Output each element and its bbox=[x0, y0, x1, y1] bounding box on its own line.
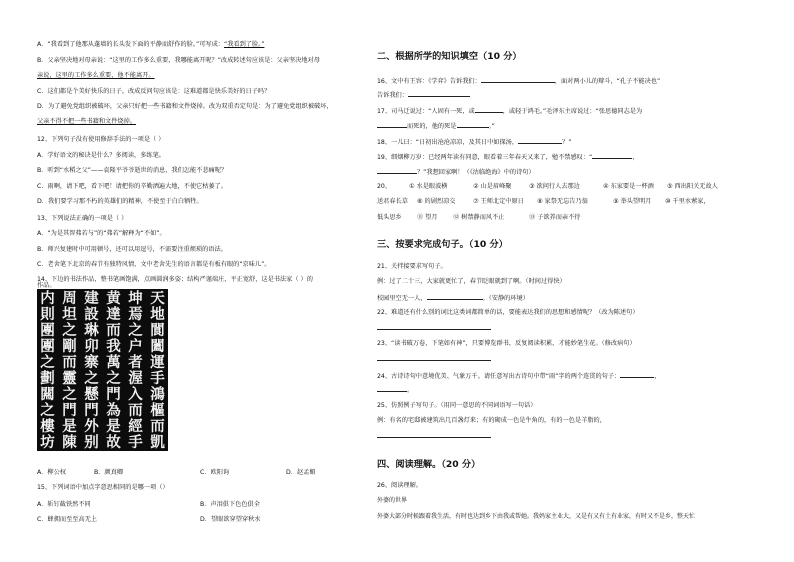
calligraphy-character: 而 bbox=[150, 418, 165, 435]
section-2-heading: 二、根据所学的知识填空（10 分） bbox=[377, 51, 522, 62]
question-line: A．学好语文的秘诀是什么？多阅读，多练笔。 bbox=[37, 152, 165, 159]
question-line: 亲说，这里的工作多么重要，他不能离开。 bbox=[37, 72, 155, 79]
calligraphy-character: 故 bbox=[106, 434, 121, 451]
question-line: D．为了避免党组织被破坏，父亲只好把一些书籍和文件烧掉。改为双重否定句是：为了避免党组织被破坏， bbox=[37, 103, 333, 110]
calligraphy-character: 渥 bbox=[128, 370, 143, 387]
calligraphy-column bbox=[39, 291, 56, 449]
question-line: A．“为是其智弗若与”的“弗若”解释为“不如”。 bbox=[37, 230, 166, 237]
poem-option: ③ 欲问行人去那边 bbox=[529, 183, 580, 190]
calligraphy-character: 之 bbox=[106, 370, 121, 387]
calligraphy-character: 别 bbox=[84, 434, 99, 451]
calligraphy-character: 樞 bbox=[150, 402, 165, 419]
poem-option: ⑨ 举头望明月 bbox=[613, 198, 652, 205]
calligraphy-character: 是 bbox=[62, 418, 77, 435]
question-21-task: 校园里空无一人， 。（安静的环境） bbox=[377, 295, 529, 302]
calligraphy-column bbox=[105, 291, 122, 449]
calligraphy-character: 門 bbox=[62, 402, 77, 419]
calligraphy-character: 是 bbox=[106, 418, 121, 435]
calligraphy-character: 天 bbox=[150, 290, 165, 307]
question-line: A．斩钉截铁然不同 bbox=[37, 501, 91, 508]
poem-option: ⑦ 王师北定中原日 bbox=[473, 198, 524, 205]
calligraphy-character: 門 bbox=[106, 386, 121, 403]
question-line: 作品。 bbox=[37, 282, 56, 289]
calligraphy-character: 懸 bbox=[84, 386, 99, 403]
section-3-heading: 三、按要求完成句子。（10 分） bbox=[377, 239, 508, 250]
question-line: B．父亲坚决地对母亲说：“这里的工作多么重要，我哪能离开呢？”改成转述句应该是：父亲坚决地对母 bbox=[37, 57, 320, 64]
question-line: C．雨啊，请下吧，看下吧！请把你的辛勤洒遍大地，不使它枯萎了。 bbox=[37, 183, 227, 190]
calligraphy-character: 者 bbox=[128, 354, 143, 371]
question-line: B．师兴复建时中可用顿号，还可以用逗号，不需要注重烦琐的语法。 bbox=[37, 246, 227, 253]
calligraphy-character: 剛 bbox=[62, 338, 77, 355]
answer-line-22 bbox=[377, 323, 491, 332]
calligraphy-character: 而 bbox=[128, 402, 143, 419]
essay-title: 外婆的世界 bbox=[377, 497, 408, 504]
calligraphy-character: 鴻 bbox=[150, 386, 165, 403]
question-18: 18、一儿曰：“日初出沧沧凉凉，及其日中如探汤， ？” bbox=[377, 139, 572, 146]
calligraphy-character: 之 bbox=[40, 354, 55, 371]
calligraphy-artwork bbox=[37, 289, 168, 451]
calligraphy-character: 之 bbox=[62, 322, 77, 339]
question-line: D．我们要学习那不朽的英雄们的精神，不使至于白白牺牲。 bbox=[37, 198, 203, 205]
calligraphy-character: 手 bbox=[128, 434, 143, 451]
calligraphy-character: 坤 bbox=[128, 290, 143, 307]
question-22: 22、难道还有什么别的词比这类词都简单的话，要能表达我们的思想和感情呢？（改为陈述句） bbox=[377, 309, 639, 316]
question-line: 12、下列句子没有使用修辞手法的一项是（ ） bbox=[37, 136, 165, 143]
calligraphy-character: 而 bbox=[106, 322, 121, 339]
question-line: 父亲不得不把一些书籍和文件烧掉。 bbox=[37, 118, 136, 125]
calligraphy-character: 户 bbox=[128, 338, 143, 355]
calligraphy-character: 凱 bbox=[150, 434, 165, 451]
section-4-heading: 四、阅读理解。（20 分） bbox=[377, 459, 481, 470]
question-26: 26、阅读理解。 bbox=[377, 482, 422, 489]
question-line: 14、下边的书法作品，整书笔画饱满，点画圆润多姿；结构严谨端庄，平正宽舒，这是书法家（ ）的 bbox=[37, 276, 313, 283]
calligraphy-character: 運 bbox=[150, 354, 165, 371]
calligraphy-column bbox=[61, 291, 78, 449]
poem-option: ① 水是眼波横 bbox=[409, 183, 448, 190]
question-19-line-2: ？”我想回家啊！（《沽临绝海》中的诗句） bbox=[377, 167, 535, 176]
poem-option: ⑧ 家祭无忘告乃翁 bbox=[537, 198, 588, 205]
question-21: 21、关拌接要求写句子。 bbox=[377, 263, 447, 270]
calligraphy-character: 地 bbox=[150, 306, 165, 323]
calligraphy-character: 閬 bbox=[150, 322, 165, 339]
poem-option: ④ 东家要是一杯酒 bbox=[603, 183, 654, 190]
poem-option: 送君春长草 bbox=[377, 198, 408, 205]
essay-line: 外婆大部分时候跟着我生活，有时也达到乡下由我或帮她。我妈家主业大，又是有又有土有业家，有时又不是乡，整天忙 bbox=[377, 513, 696, 520]
calligraphy-character: 則 bbox=[40, 306, 55, 323]
question-25: 25、仿照例子写句子。（用同一意思的不同词语写一句话） bbox=[377, 402, 537, 409]
question-line: A．柳公权 bbox=[37, 469, 66, 476]
calligraphy-character: 闔 bbox=[150, 338, 165, 355]
answer-line-24: 。 bbox=[377, 385, 413, 394]
answer-line-23 bbox=[377, 354, 491, 363]
question-17: 17、司马迁说过：“人固有一死，或 ，或轻于鸿毛。”毛泽东主席说过：“张思德同志是为 bbox=[377, 108, 643, 115]
question-line: C．老舍笔下北京的春节有独特风情，文中老舍先生的语言都是有板有眼的“京味儿”。 bbox=[37, 261, 271, 268]
calligraphy-character: 之 bbox=[128, 322, 143, 339]
calligraphy-character: 坊 bbox=[40, 434, 55, 451]
calligraphy-column bbox=[83, 291, 100, 449]
question-line: C．这们都是个美好快乐的日子。改成反问句应该是：这难道都是快乐美好的日子吗？ bbox=[37, 88, 271, 95]
answer-option: D．赵孟頫 bbox=[286, 469, 316, 476]
poem-option: ② 山是眉峰聚 bbox=[473, 183, 512, 190]
calligraphy-character: 劃 bbox=[40, 370, 55, 387]
question-21-example: 例：过了二十三，大家就更忙了，春节眨眼就到了啊。（时间过得快） bbox=[377, 278, 566, 285]
answer-option: B．声泪俱下色色俱全 bbox=[200, 501, 260, 508]
question-17-line-2: 而死的，他的死是 。” bbox=[377, 121, 495, 130]
calligraphy-character: 焉 bbox=[128, 306, 143, 323]
calligraphy-character: 内 bbox=[40, 290, 55, 307]
calligraphy-column bbox=[149, 291, 166, 449]
answer-line-25 bbox=[377, 431, 491, 440]
poem-option: ⑬ 子欲养而亲不待 bbox=[529, 214, 581, 221]
calligraphy-character: 闗 bbox=[40, 386, 55, 403]
calligraphy-character: 建 bbox=[84, 290, 99, 307]
answer-option: C．欧阳询 bbox=[200, 469, 230, 476]
question-line: 15、下列词语中加点字意思相同的是哪一项（） bbox=[37, 484, 169, 491]
question-line: A．“我看到了他那从蓬墙的长头发下面的平静而舒作的脸。”可写成：“我看到了脸。” bbox=[37, 41, 265, 48]
calligraphy-character: 為 bbox=[106, 402, 121, 419]
question-24: 24、古诗诗句中意境优美、气象万千。请任意写出古诗句中带“雨”字的两个连贯的句子： ， bbox=[377, 373, 661, 380]
calligraphy-character: 坦 bbox=[62, 306, 77, 323]
calligraphy-character: 之 bbox=[62, 386, 77, 403]
question-25-example: 例：有名的宅邸被建筑出几百盏灯来；有的砌成一色是牛角的，有的一色是羊脂的， bbox=[377, 417, 606, 424]
question-line: B．听到“水稻之父”——袁隆平爷爷逝世的消息，我们怎能不悲痛呢？ bbox=[37, 167, 228, 174]
calligraphy-character: 達 bbox=[106, 306, 121, 323]
poem-option: 20、 bbox=[377, 183, 392, 190]
poem-option: ⑤ 西出阳关无故人 bbox=[667, 183, 718, 190]
calligraphy-character: 團 bbox=[40, 338, 55, 355]
calligraphy-character: 卯 bbox=[84, 338, 99, 355]
question-16: 16、文中有王容：《学弈》告诉我们： ，面对两小儿的辩斗，“孔子不能决也” bbox=[377, 78, 661, 85]
calligraphy-character: 萬 bbox=[106, 354, 121, 371]
calligraphy-character: 經 bbox=[128, 418, 143, 435]
calligraphy-character: 靈 bbox=[62, 370, 77, 387]
calligraphy-character: 設 bbox=[84, 306, 99, 323]
poem-option: ⑩ 千里水萦家， bbox=[665, 198, 710, 205]
calligraphy-character: 琳 bbox=[84, 322, 99, 339]
calligraphy-character: 入 bbox=[128, 386, 143, 403]
calligraphy-character: 外 bbox=[84, 418, 99, 435]
calligraphy-character: 手 bbox=[150, 370, 165, 387]
poem-option: ⑫ 树禁静而风不止 bbox=[453, 214, 505, 221]
calligraphy-character: 之 bbox=[40, 402, 55, 419]
calligraphy-character: 團 bbox=[40, 322, 55, 339]
answer-option: D．望眼欲穿望穿秋水 bbox=[200, 516, 261, 523]
calligraphy-character: 黄 bbox=[106, 290, 121, 307]
calligraphy-character: 我 bbox=[106, 338, 121, 355]
calligraphy-column bbox=[127, 291, 144, 449]
calligraphy-character: 之 bbox=[84, 370, 99, 387]
question-23: 23、“读书破万卷，下笔如有神”，只要博览群书，反复阅读积累，才能妙笔生花。（修改病句） bbox=[377, 340, 636, 347]
calligraphy-character: 而 bbox=[62, 354, 77, 371]
calligraphy-character: 樓 bbox=[40, 418, 55, 435]
calligraphy-character: 門 bbox=[84, 402, 99, 419]
question-19: 19、细烟柳万岁：已经两年读有同意，眼看着三年春天又来了，勉不禁感叹：“ ， bbox=[377, 154, 639, 161]
question-line: C．蜂拥而至至高无上 bbox=[37, 516, 98, 523]
answer-option: B．颜真卿 bbox=[94, 469, 123, 476]
poem-option: 低头思乡 bbox=[377, 214, 402, 221]
poem-option: ⑪ 望月 bbox=[417, 214, 438, 221]
calligraphy-character: 寨 bbox=[84, 354, 99, 371]
question-16-line-2: 告诉我们： bbox=[377, 90, 470, 99]
calligraphy-character: 陳 bbox=[62, 434, 77, 451]
poem-option: ⑥ 的剧烈凉交 bbox=[417, 198, 456, 205]
calligraphy-character: 周 bbox=[62, 290, 77, 307]
question-line: 13、下列说法正确的一项是（ ） bbox=[37, 215, 128, 222]
